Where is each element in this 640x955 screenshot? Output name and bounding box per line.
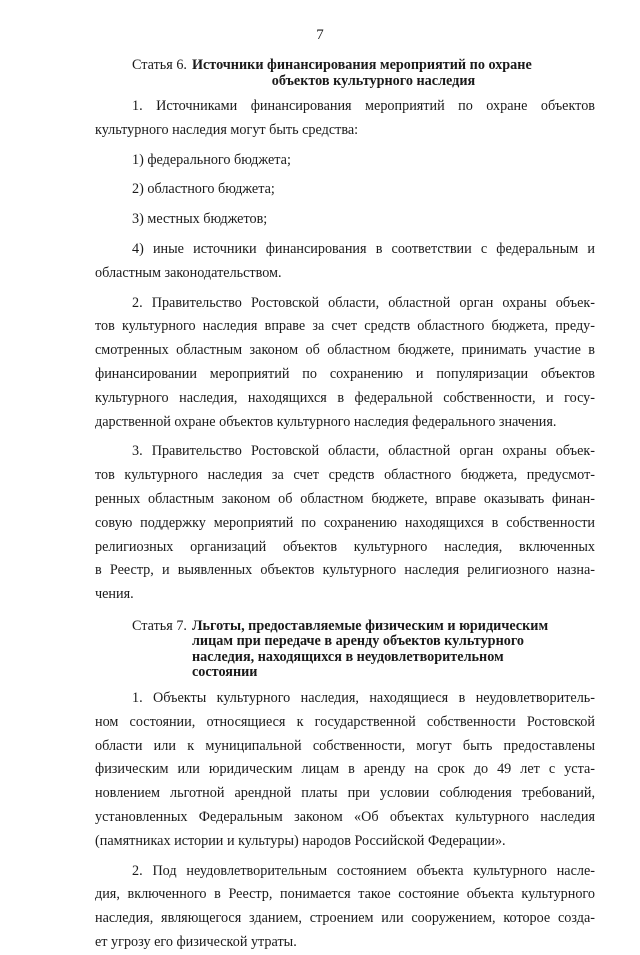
text-line: чения. [95,586,134,603]
article-6-title [192,58,595,89]
article-6-list-item [95,208,595,232]
article-6-paragraph-1 [95,95,595,143]
text-line: культурного наследия могут быть средства: [95,121,359,138]
text-line: 1. Объекты культурного наследия, находящиеся в неудовлетворитель- [132,689,595,706]
text-line: ном состоянии, относящиеся к государственной собственности Ростовской [95,713,595,730]
article-6-paragraph-3 [95,440,595,607]
text-line: 2. Правительство Ростовской области, областной орган охраны объек- [132,294,595,311]
text-line: 4) иные источники финансирования в соответствии с федеральным и [132,240,595,257]
article-7-paragraph-2 [95,860,595,955]
article-7-title-line: наследия, находящихся в неудовлетворительном [191,648,504,665]
article-7-paragraph-1 [95,687,595,854]
text-line: установленных Федеральным законом «Об объектах культурного наследия [95,808,595,825]
article-7-title [192,619,595,681]
article-6-paragraph-2 [95,292,595,435]
article-6-heading [132,58,595,89]
article-6-list-item [95,149,595,173]
text-line: смотренных областным законом об областном бюджете, принимать участие в [95,342,595,359]
article-6-list-item-4 [95,238,595,286]
text-line: 3. Правительство Ростовской области, областной орган охраны объек- [132,443,595,460]
text-line: финансировании мероприятий по сохранению и популяризации объектов [95,365,595,382]
article-7-heading [132,619,595,681]
page-number: 7 [316,27,324,43]
text-line: ет угрозу его физической утраты. [95,933,297,950]
text-line: 3) местных бюджетов; [132,211,268,228]
text-line: дарственной охране объектов культурного наследия федерального значения. [95,413,557,430]
text-line: наследия, являющегося зданием, строением или сооружением, которое созда- [95,910,595,927]
text-line: ренных областным законом об областном бюджете, вправе оказывать финан- [95,490,595,507]
article-7-title-line: Льготы, предоставляемые физическим и юридическим [191,617,549,634]
text-line: тов культурного наследия за счет средств областного бюджета, предусмот- [95,467,595,484]
text-line: религиозных организаций объектов культурного наследия, включенных [95,538,595,555]
text-line: новлением льготной арендной платы при условии соблюдения требований, [95,785,595,802]
article-6-list-item [95,178,595,202]
text-line: областным законодательством. [95,264,282,281]
text-line: тов культурного наследия вправе за счет средств областного бюджета, преду- [95,318,595,335]
article-7-label: Статья 7. [132,617,187,634]
text-line: 1) федерального бюджета; [132,151,291,168]
text-line: физическим или юридическим лицам в аренду на срок до 49 лет с уста- [95,761,595,778]
text-line: 2) областного бюджета; [132,181,275,198]
article-6-label: Статья 6. [132,57,187,73]
article-6-title-line: Источники финансирования мероприятий по охране [191,57,532,73]
text-line: совую поддержку мероприятий по сохранению находящихся в собственности [95,514,595,531]
text-line: 1. Источниками финансирования мероприятий по охране объектов [132,98,595,114]
text-line: (памятниках истории и культуры) народов Российской Федерации». [95,832,506,849]
article-6-title-line: объектов культурного наследия [271,72,476,89]
text-line: области или к муниципальной собственности, могут быть предоставлены [95,737,595,754]
text-line: в Реестр, и выявленных объектов культурного наследия религиозного назна- [95,562,595,579]
text-line: дия, включенного в Реестр, понимается такое состояние объекта культурного [95,886,595,903]
article-7-title-line: лицам при передаче в аренду объектов культурного [191,633,525,650]
article-7-title-line: состоянии [191,664,258,681]
document-body [95,58,595,955]
text-line: культурного наследия, находящихся в федеральной собственности, и госу- [95,389,595,406]
text-line: 2. Под неудовлетворительным состоянием объекта культурного насле- [132,862,595,879]
